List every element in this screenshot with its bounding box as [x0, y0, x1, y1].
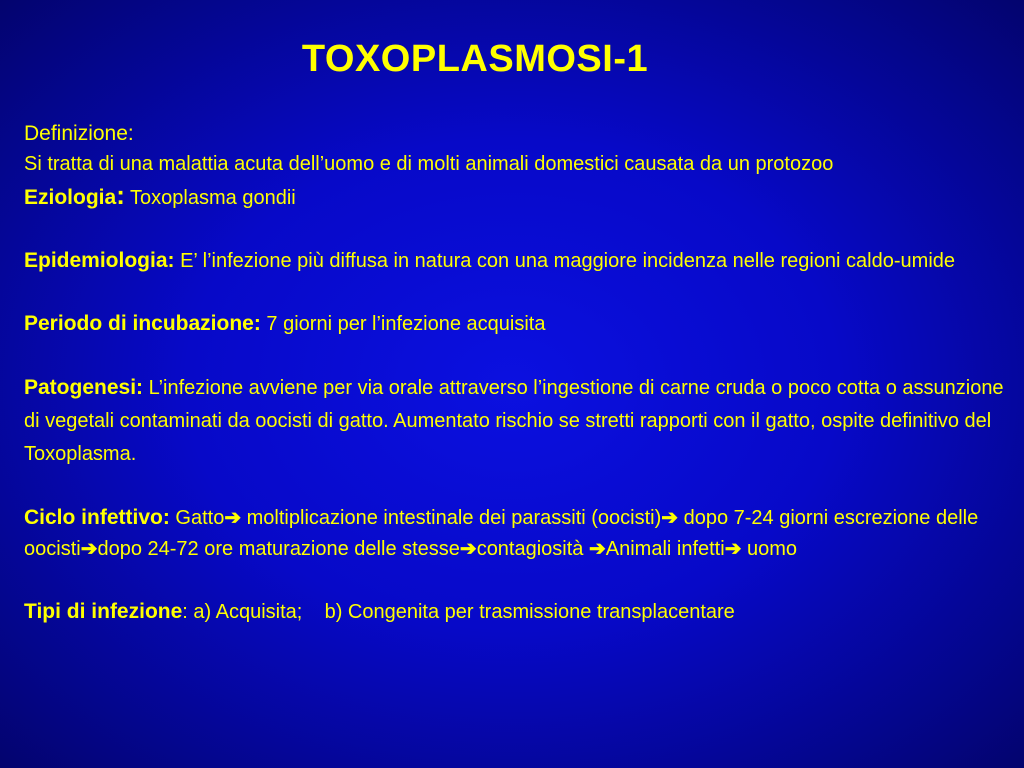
- ciclo-text-4: dopo 24-72 ore maturazione delle stesse: [97, 538, 460, 560]
- incubazione-label: Periodo di incubazione:: [24, 312, 261, 335]
- ciclo-text-3: dopo 7-24 giorni escrezione delle oocisti: [24, 507, 979, 560]
- incubazione-text: 7 giorni per l’infezione acquisita: [260, 313, 546, 335]
- spacer: [24, 565, 1020, 596]
- ciclo-text-5: contagiosità: [476, 538, 589, 560]
- tipi-text: : a) Acquisita; b) Congenita per trasmissione transplacentare: [182, 601, 735, 623]
- spacer: [24, 214, 1020, 245]
- epidemiologia-label: Epidemiologia:: [24, 249, 175, 272]
- definizione-text: Si tratta di una malattia acuta dell’uomo e di molti animali domestici causata da un protozoo: [24, 153, 834, 175]
- ciclo-label: Ciclo infettivo:: [24, 506, 170, 529]
- spacer: [24, 340, 1020, 371]
- tipi-block: [24, 596, 1020, 628]
- ciclo-text-7: uomo: [741, 538, 798, 560]
- patogenesi-label: Patogenesi:: [24, 376, 144, 399]
- eziologia-label: Eziologia: [24, 186, 117, 209]
- eziologia-colon: :: [116, 180, 125, 210]
- arrow-icon: ➔: [80, 538, 98, 560]
- ciclo-text-6: Animali infetti: [605, 538, 725, 560]
- ciclo-text-2: moltiplicazione intestinale dei parassiti (oocisti): [241, 507, 662, 529]
- arrow-icon: ➔: [588, 538, 606, 560]
- definizione-label: Definizione:: [24, 122, 134, 145]
- incubazione-block: [24, 308, 1020, 340]
- eziologia-block: [24, 180, 1020, 214]
- spacer: [24, 277, 1020, 308]
- spacer: [24, 471, 1020, 502]
- slide-title: TOXOPLASMOSI-1: [301, 38, 649, 80]
- patogenesi-block: [24, 371, 1020, 471]
- ciclo-text-1: Gatto: [169, 507, 225, 529]
- epidemiologia-text: E’ l’infezione più diffusa in natura con una maggiore incidenza nelle regioni caldo-umide: [174, 250, 956, 272]
- definizione-block: [24, 118, 1020, 180]
- arrow-icon: ➔: [459, 538, 477, 560]
- slide-body: [24, 118, 1020, 628]
- arrow-icon: ➔: [724, 538, 742, 560]
- epidemiologia-block: [24, 245, 1020, 277]
- tipi-label: Tipi di infezione: [24, 600, 183, 623]
- arrow-icon: ➔: [661, 507, 679, 529]
- ciclo-block: [24, 502, 1020, 565]
- arrow-icon: ➔: [224, 507, 242, 529]
- eziologia-text: Toxoplasma gondii: [124, 187, 296, 209]
- patogenesi-text: L’infezione avviene per via orale attraverso l’ingestione di carne cruda o poco cotta o assunzione di vegetali contaminati da oocisti di gatto. Aumentato rischio se stretti rapporti con il gatto, ospite definitivo del Toxoplasma.: [24, 377, 1004, 465]
